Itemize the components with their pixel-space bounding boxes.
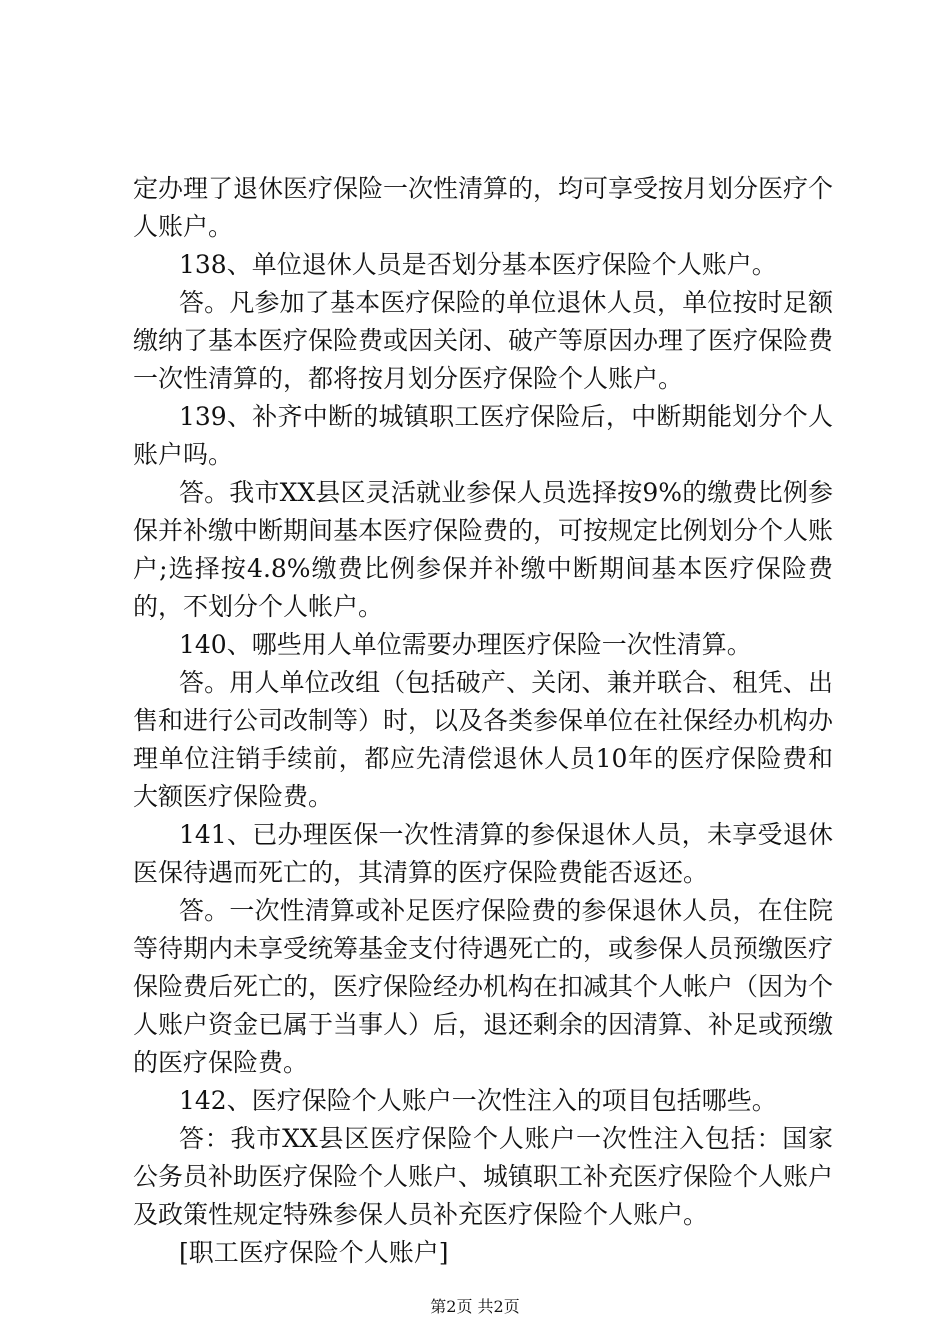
answer-139: 答。我市XX县区灵活就业参保人员选择按9%的缴费比例参保并补缴中断期间基本医疗保险费的，可按规定比例划分个人账户;选择按4.8%缴费比例参保并补缴中断期间基本医疗保险费的，不划分个人帐户。	[133, 478, 834, 621]
document-body	[133, 170, 833, 1272]
paragraph: 定办理了退休医疗保险一次性清算的，均可享受按月划分医疗个人账户。	[133, 174, 834, 241]
page-footer	[0, 1297, 950, 1317]
answer-142: 答：我市XX县区医疗保险个人账户一次性注入包括：国家公务员补助医疗保险个人账户、城镇职工补充医疗保险个人账户及政策性规定特殊参保人员补充医疗保险个人账户。	[133, 1124, 834, 1229]
page-number-label: 第2页 共2页	[430, 1297, 520, 1316]
question-139: 139、补齐中断的城镇职工医疗保险后，中断期能划分个人账户吗。	[133, 402, 833, 469]
question-142: 142、医疗保险个人账户一次性注入的项目包括哪些。	[179, 1086, 777, 1115]
question-141: 141、已办理医保一次性清算的参保退休人员，未享受退休医保待遇而死亡的，其清算的医疗保险费能否返还。	[133, 820, 833, 887]
answer-140: 答。用人单位改组（包括破产、关闭、兼并联合、租凭、出售和进行公司改制等）时，以及各类参保单位在社保经办机构办理单位注销手续前，都应先清偿退休人员10年的医疗保险费和大额医疗保险费。	[133, 668, 834, 811]
answer-138: 答。凡参加了基本医疗保险的单位退休人员，单位按时足额缴纳了基本医疗保险费或因关闭、破产等原因办理了医疗保险费一次性清算的，都将按月划分医疗保险个人账户。	[133, 288, 834, 393]
question-140: 140、哪些用人单位需要办理医疗保险一次性清算。	[179, 630, 752, 659]
question-138: 138、单位退休人员是否划分基本医疗保险个人账户。	[179, 250, 777, 279]
document-tag: [职工医疗保险个人账户]	[179, 1238, 449, 1267]
answer-141: 答。一次性清算或补足医疗保险费的参保退休人员，在住院等待期内未享受统筹基金支付待遇死亡的，或参保人员预缴医疗保险费后死亡的，医疗保险经办机构在扣减其个人帐户（因为个人账户资金已属于当事人）后，退还剩余的因清算、补足或预缴的医疗保险费。	[133, 896, 834, 1077]
